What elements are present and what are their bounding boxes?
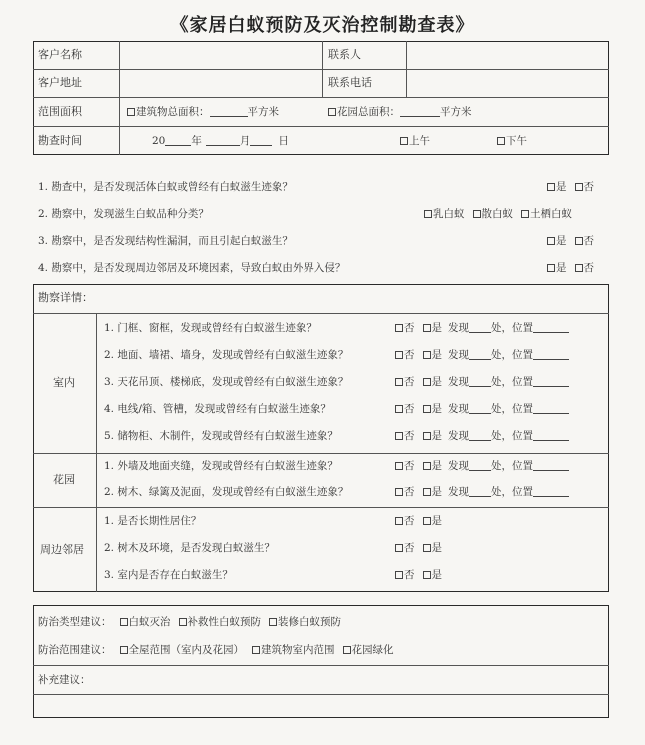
range-option-1-checkbox[interactable]: [120, 646, 128, 654]
location-blank[interactable]: [533, 376, 569, 387]
contact-phone-label: 联系电话: [328, 76, 372, 89]
question-2: 2. 勘察中，发现滋生白蚁品种分类？: [38, 208, 209, 220]
supplement-field[interactable]: [100, 669, 605, 691]
customer-name-field[interactable]: [122, 44, 318, 66]
pm-checkbox[interactable]: [497, 137, 505, 145]
type-option-2-checkbox[interactable]: [179, 618, 187, 626]
neighbors-answer-row[interactable]: 否 是: [395, 568, 442, 582]
question-1-options[interactable]: 是 否: [547, 180, 594, 194]
no-checkbox[interactable]: [395, 488, 403, 496]
q4-yes-checkbox[interactable]: [547, 264, 555, 272]
no-checkbox[interactable]: [395, 324, 403, 332]
yes-checkbox[interactable]: [423, 462, 431, 470]
location-blank[interactable]: [533, 460, 569, 471]
type-option-3-checkbox[interactable]: [269, 618, 277, 626]
yes-checkbox[interactable]: [423, 571, 431, 579]
yes-checkbox[interactable]: [423, 324, 431, 332]
indoor-item-4: 4. 电线/箱、管槽，发现或曾经有白蚁滋生迹象？: [104, 403, 331, 415]
no-checkbox[interactable]: [395, 378, 403, 386]
am-option[interactable]: 上午: [400, 134, 430, 148]
yes-checkbox[interactable]: [423, 544, 431, 552]
garden-item-2: 2. 树木、绿篱及泥面，发现或曾经有白蚁滋生迹象？: [104, 486, 349, 498]
location-blank[interactable]: [533, 403, 569, 414]
page-title: 《家居白蚁预防及灭治控制勘查表》: [170, 15, 475, 36]
garden-label: 花园: [53, 473, 75, 486]
question-3-options[interactable]: 是 否: [547, 234, 594, 248]
yes-checkbox[interactable]: [423, 517, 431, 525]
yes-checkbox[interactable]: [423, 405, 431, 413]
q4-no-checkbox[interactable]: [575, 264, 583, 272]
q1-no-checkbox[interactable]: [575, 183, 583, 191]
year-blank[interactable]: [165, 135, 191, 146]
neighbors-item-3: 3. 室内是否存在白蚁滋生？: [104, 569, 233, 581]
indoor-answer-row[interactable]: 否 是 发现 处，位置: [395, 429, 569, 443]
count-blank[interactable]: [469, 349, 491, 360]
count-blank[interactable]: [469, 376, 491, 387]
q2-opt3-checkbox[interactable]: [521, 210, 529, 218]
neighbors-answer-row[interactable]: 否 是: [395, 541, 442, 555]
location-blank[interactable]: [533, 349, 569, 360]
count-blank[interactable]: [469, 460, 491, 471]
yes-checkbox[interactable]: [423, 488, 431, 496]
count-blank[interactable]: [469, 486, 491, 497]
yes-checkbox[interactable]: [423, 432, 431, 440]
day-blank[interactable]: [250, 135, 272, 146]
pm-option[interactable]: 下午: [497, 134, 527, 148]
no-checkbox[interactable]: [395, 405, 403, 413]
question-4-options[interactable]: 是 否: [547, 261, 594, 275]
indoor-answer-row[interactable]: 否 是 发现 处，位置: [395, 375, 569, 389]
count-blank[interactable]: [469, 430, 491, 441]
no-checkbox[interactable]: [395, 351, 403, 359]
yes-checkbox[interactable]: [423, 378, 431, 386]
count-blank[interactable]: [469, 322, 491, 333]
yes-checkbox[interactable]: [423, 351, 431, 359]
question-4: 4. 勘察中，是否发现周边邻居及环境因素，导致白蚁由外界入侵？: [38, 262, 346, 274]
indoor-item-5: 5. 储物柜、木制件，发现或曾经有白蚁滋生迹象？: [104, 430, 338, 442]
location-blank[interactable]: [533, 430, 569, 441]
location-blank[interactable]: [533, 486, 569, 497]
garden-answer-row[interactable]: 否 是 发现 处，位置: [395, 459, 569, 473]
contact-person-field[interactable]: [410, 44, 604, 66]
neighbors-answer-row[interactable]: 否 是: [395, 514, 442, 528]
indoor-item-3: 3. 天花吊顶、楼梯底，发现或曾经有白蚁滋生迹象？: [104, 376, 349, 388]
indoor-item-1: 1. 门框、窗框，发现或曾经有白蚁滋生迹象？: [104, 322, 317, 334]
q1-yes-checkbox[interactable]: [547, 183, 555, 191]
am-checkbox[interactable]: [400, 137, 408, 145]
garden-area-checkbox[interactable]: [328, 108, 336, 116]
survey-time-label: 勘查时间: [38, 134, 82, 147]
type-option-1-checkbox[interactable]: [120, 618, 128, 626]
garden-item-1: 1. 外墙及地面夹缝，发现或曾经有白蚁滋生迹象？: [104, 460, 338, 472]
location-blank[interactable]: [533, 322, 569, 333]
contact-phone-field[interactable]: [410, 72, 604, 94]
question-3: 3. 勘察中，是否发现结构性漏洞，而且引起白蚁滋生？: [38, 235, 293, 247]
customer-address-field[interactable]: [122, 72, 318, 94]
customer-address-label: 客户地址: [38, 76, 82, 89]
no-checkbox[interactable]: [395, 544, 403, 552]
question-2-options[interactable]: 乳白蚁 散白蚁 土栖白蚁: [424, 207, 572, 221]
neighbors-item-2: 2. 树木及环境，是否发现白蚁滋生？: [104, 542, 275, 554]
range-suggestion-row: 防治范围建议： 全屋范围（室内及花园） 建筑物室内范围 花园绿化: [38, 644, 394, 656]
range-option-3-checkbox[interactable]: [343, 646, 351, 654]
type-suggestion-row: 防治类型建议： 白蚁灭治 补救性白蚁预防 装修白蚁预防: [38, 616, 341, 628]
neighbors-item-1: 1. 是否长期性居住？: [104, 515, 202, 527]
q2-opt1-checkbox[interactable]: [424, 210, 432, 218]
survey-date-field[interactable]: 20 年 月 日: [152, 135, 289, 147]
indoor-label: 室内: [53, 376, 75, 389]
garden-area-blank[interactable]: [400, 106, 440, 117]
no-checkbox[interactable]: [395, 462, 403, 470]
no-checkbox[interactable]: [395, 432, 403, 440]
supplement-label: 补充建议：: [38, 674, 91, 686]
building-area-checkbox[interactable]: [127, 108, 135, 116]
garden-answer-row[interactable]: 否 是 发现 处，位置: [395, 485, 569, 499]
question-1: 1. 勘查中，是否发现活体白蚁或曾经有白蚁滋生迹象？: [38, 181, 293, 193]
count-blank[interactable]: [469, 403, 491, 414]
building-area-blank[interactable]: [210, 106, 248, 117]
building-area-option[interactable]: 建筑物总面积： 平方米: [127, 105, 279, 119]
no-checkbox[interactable]: [395, 517, 403, 525]
q2-opt2-checkbox[interactable]: [473, 210, 481, 218]
garden-area-option[interactable]: 花园总面积： 平方米: [328, 105, 472, 119]
customer-name-label: 客户名称: [38, 48, 82, 61]
no-checkbox[interactable]: [395, 571, 403, 579]
indoor-answer-row[interactable]: 否 是 发现 处，位置: [395, 321, 569, 335]
contact-person-label: 联系人: [328, 48, 361, 61]
month-blank[interactable]: [206, 135, 240, 146]
range-option-2-checkbox[interactable]: [252, 646, 260, 654]
indoor-item-2: 2. 地面、墙裙、墙身，发现或曾经有白蚁滋生迹象？: [104, 349, 349, 361]
details-heading: 勘察详情：: [38, 291, 93, 304]
area-range-label: 范围面积: [38, 105, 82, 118]
neighbors-label: 周边邻居: [40, 543, 84, 556]
indoor-answer-row[interactable]: 否 是 发现 处，位置: [395, 402, 569, 416]
indoor-answer-row[interactable]: 否 是 发现 处，位置: [395, 348, 569, 362]
q3-no-checkbox[interactable]: [575, 237, 583, 245]
q3-yes-checkbox[interactable]: [547, 237, 555, 245]
